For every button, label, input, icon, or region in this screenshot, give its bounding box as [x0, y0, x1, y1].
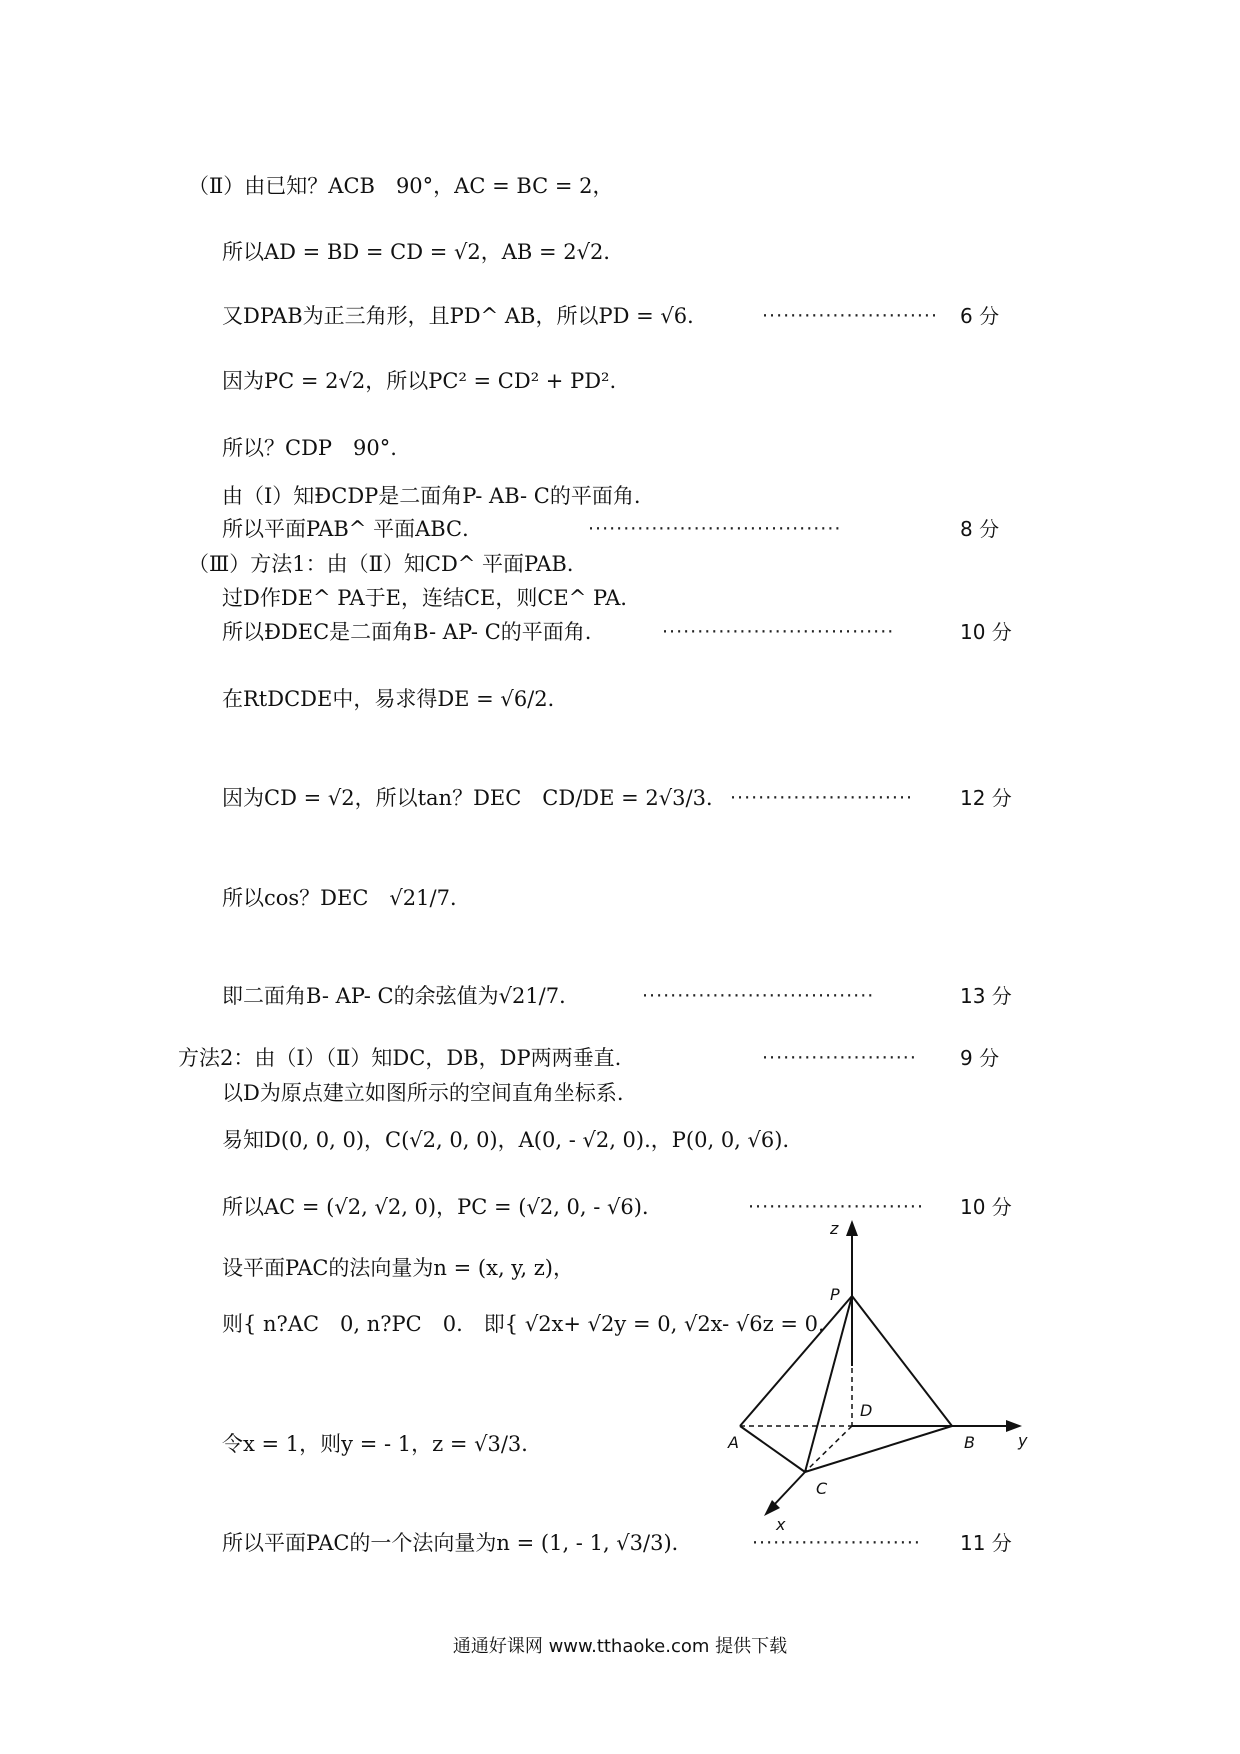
- score-points: 8 分: [960, 517, 1000, 541]
- score-points: 9 分: [960, 1046, 1000, 1070]
- solution-line: 设平面PAC的法向量为n = (x, y, z)，: [222, 1256, 574, 1280]
- solution-line: 由（Ⅰ）知ÐCDP是二面角P- AB- C的平面角.: [222, 484, 641, 508]
- solution-line: 即二面角B- AP- C的余弦值为√21/7．: [222, 984, 581, 1008]
- score-points: 10 分: [960, 620, 1012, 644]
- label-y: y: [1018, 1431, 1028, 1450]
- score-points: 10 分: [960, 1195, 1012, 1219]
- score-leader-dots: ··························: [730, 787, 914, 809]
- solution-line: 所以平面PAB^ 平面ABC．: [222, 517, 484, 541]
- solution-line: 因为PC = 2√2，所以PC² = CD² + PD².: [222, 369, 617, 393]
- score-leader-dots: ·························: [762, 305, 938, 327]
- label-x: x: [776, 1515, 786, 1534]
- solution-line: 易知D(0, 0, 0)，C(√2, 0, 0)，A(0, - √2, 0).，P(0, 0, √6)．: [222, 1128, 804, 1152]
- solution-line: 所以cos？DEC √21/7．: [222, 886, 471, 910]
- score-points: 12 分: [960, 786, 1012, 810]
- solution-line: 则{ n?AC 0, n?PC 0. 即{ √2x+ √2y = 0, √2x- √6z = 0.: [222, 1312, 825, 1336]
- score-leader-dots: ·································: [642, 985, 875, 1007]
- label-A: A: [728, 1433, 739, 1452]
- score-points: 13 分: [960, 984, 1012, 1008]
- label-B: B: [964, 1433, 975, 1452]
- solution-line: 方法2：由（Ⅰ）（Ⅱ）知DC，DB，DP两两垂直.: [178, 1046, 622, 1070]
- solution-line: 以D为原点建立如图所示的空间直角坐标系.: [222, 1081, 624, 1105]
- footer-download-note: 通通好课网 www.tthaoke.com 提供下载: [452, 1636, 788, 1657]
- solution-line: 过D作DE^ PA于E，连结CE，则CE^ PA．: [222, 586, 642, 610]
- score-points: 11 分: [960, 1531, 1012, 1555]
- label-P: P: [830, 1285, 840, 1304]
- score-points: 6 分: [960, 304, 1000, 328]
- score-leader-dots: ······················: [762, 1047, 917, 1069]
- pyramid-diagram: [700, 1210, 1040, 1540]
- solution-line: 在RtDCDE中，易求得DE = √6/2．: [222, 687, 569, 711]
- solution-line: 所以？CDP 90°.: [222, 436, 397, 460]
- solution-line: 所以ÐDEC是二面角B- AP- C的平面角.: [222, 620, 592, 644]
- score-leader-dots: ····································: [588, 518, 842, 540]
- score-leader-dots: ·························: [748, 1196, 924, 1218]
- solution-line: 令x = 1，则y = - 1，z = √3/3．: [222, 1432, 543, 1456]
- solution-line: 又DPAB为正三角形，且PD^ AB，所以PD = √6．: [222, 304, 709, 328]
- label-D: D: [860, 1401, 873, 1420]
- score-leader-dots: ························: [752, 1532, 921, 1554]
- solution-line: （Ⅱ）由已知？ACB 90°，AC = BC = 2，: [188, 174, 614, 198]
- label-z: z: [830, 1219, 839, 1238]
- coordinate-figure: [700, 1210, 1040, 1544]
- solution-line: 所以平面PAC的一个法向量为n = (1, - 1, √3/3)．: [222, 1531, 693, 1555]
- score-leader-dots: ·································: [662, 621, 895, 643]
- label-C: C: [816, 1479, 828, 1498]
- solution-line: 所以AD = BD = CD = √2，AB = 2√2．: [222, 240, 625, 264]
- solution-line: （Ⅲ）方法1：由（Ⅱ）知CD^ 平面PAB．: [188, 552, 588, 576]
- solution-line: 因为CD = √2，所以tan？DEC CD/DE = 2√3/3．: [222, 786, 727, 810]
- solution-line: 所以AC = (√2, √2, 0)，PC = (√2, 0, - √6)．: [222, 1195, 663, 1219]
